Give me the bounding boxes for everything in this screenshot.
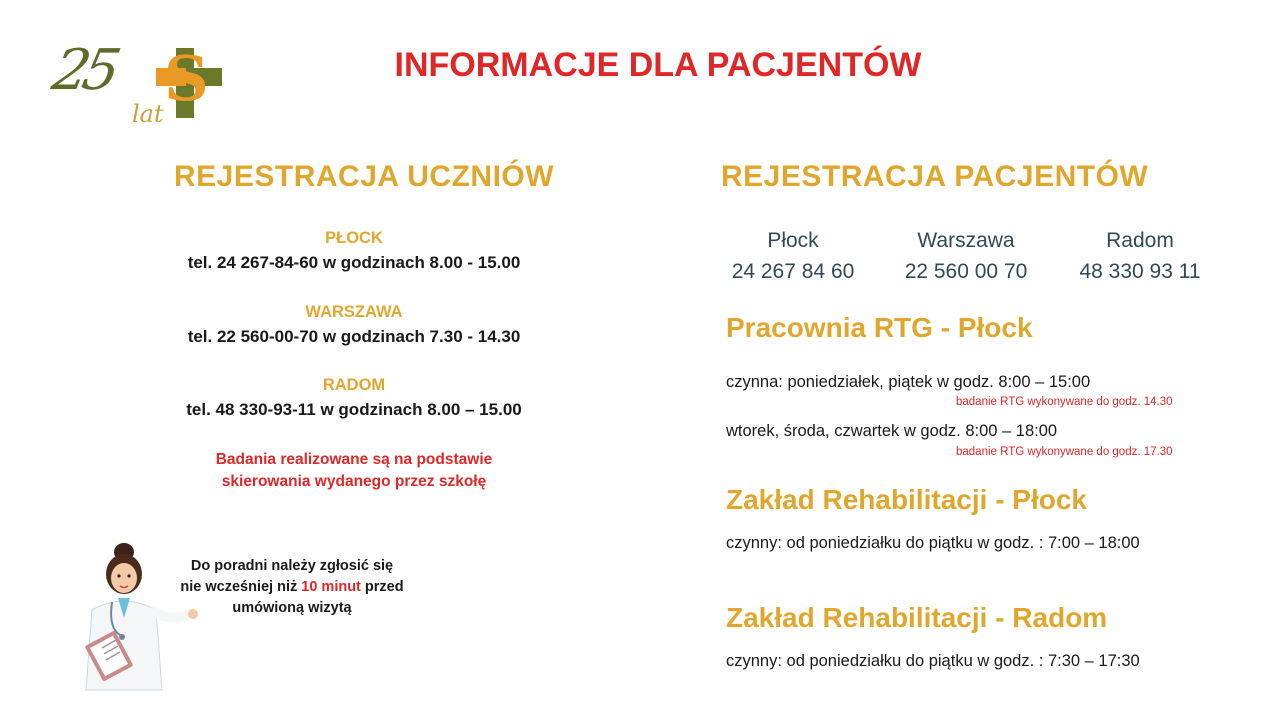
page-title: INFORMACJE DLA PACJENTÓW xyxy=(394,46,922,84)
arrival-line2-post: przed xyxy=(360,579,404,595)
logo-word: lat xyxy=(132,100,164,128)
rtg-title: Pracownia RTG - Płock xyxy=(726,312,1033,343)
arrival-line2-pre: nie wcześniej niż xyxy=(180,579,302,595)
students-tel-plock: tel. 24 267-84-60 w godzinach 8.00 - 15.00 xyxy=(187,253,521,272)
rehab-radom-title: Zakład Rehabilitacji - Radom xyxy=(726,602,1108,633)
students-tel-radom: tel. 48 330-93-11 w godzinach 8.00 – 15.00 xyxy=(186,400,522,419)
office-city-plock: Płock xyxy=(767,229,819,252)
arrival-note xyxy=(162,556,422,619)
students-note-line2: skierowania wydanego przez szkołę xyxy=(221,473,487,490)
rtg-hours-2: wtorek, środa, czwartek w godz. 8:00 – 18:00 xyxy=(726,422,1058,440)
office-city-warszawa: Warszawa xyxy=(917,229,1015,252)
office-city-radom: Radom xyxy=(1106,229,1174,252)
students-tel-warszawa: tel. 22 560-00-70 w godzinach 7.30 - 14.30 xyxy=(187,327,521,346)
rtg-note-2: badanie RTG wykonywane do godz. 17.30 xyxy=(956,446,1173,458)
office-phone-warszawa: 22 560 00 70 xyxy=(904,260,1028,283)
students-city-plock: PŁOCK xyxy=(325,229,383,247)
students-note xyxy=(154,449,554,493)
students-note-line1: Badania realizowane są na podstawie xyxy=(215,451,493,468)
arrival-line1: Do poradni należy zgłosić się xyxy=(190,558,394,574)
rehab-radom-hours: czynny: od poniedziałku do piątku w godz. : 7:30 – 17:30 xyxy=(726,652,1140,670)
rtg-note-1: badanie RTG wykonywane do godz. 14.30 xyxy=(956,396,1173,408)
students-heading: REJESTRACJA UCZNIÓW xyxy=(174,160,555,193)
students-city-warszawa: WARSZAWA xyxy=(305,303,403,321)
logo-number: 25 xyxy=(47,38,121,103)
arrival-highlight: 10 minut xyxy=(301,579,361,595)
snake-icon: S xyxy=(164,42,209,115)
students-city-radom: RADOM xyxy=(322,376,386,394)
office-phone-radom: 48 330 93 11 xyxy=(1079,260,1201,283)
office-phone-plock: 24 267 84 60 xyxy=(731,260,855,283)
patients-heading: REJESTRACJA PACJENTÓW xyxy=(721,160,1149,193)
arrival-line2 xyxy=(162,577,422,598)
rehab-plock-title: Zakład Rehabilitacji - Płock xyxy=(726,484,1088,515)
rehab-plock-hours: czynny: od poniedziałku do piątku w godz. : 7:00 – 18:00 xyxy=(726,534,1140,552)
rtg-hours-1: czynna: poniedziałek, piątek w godz. 8:00 – 15:00 xyxy=(726,373,1091,391)
arrival-line3: umówioną wizytą xyxy=(232,600,352,616)
